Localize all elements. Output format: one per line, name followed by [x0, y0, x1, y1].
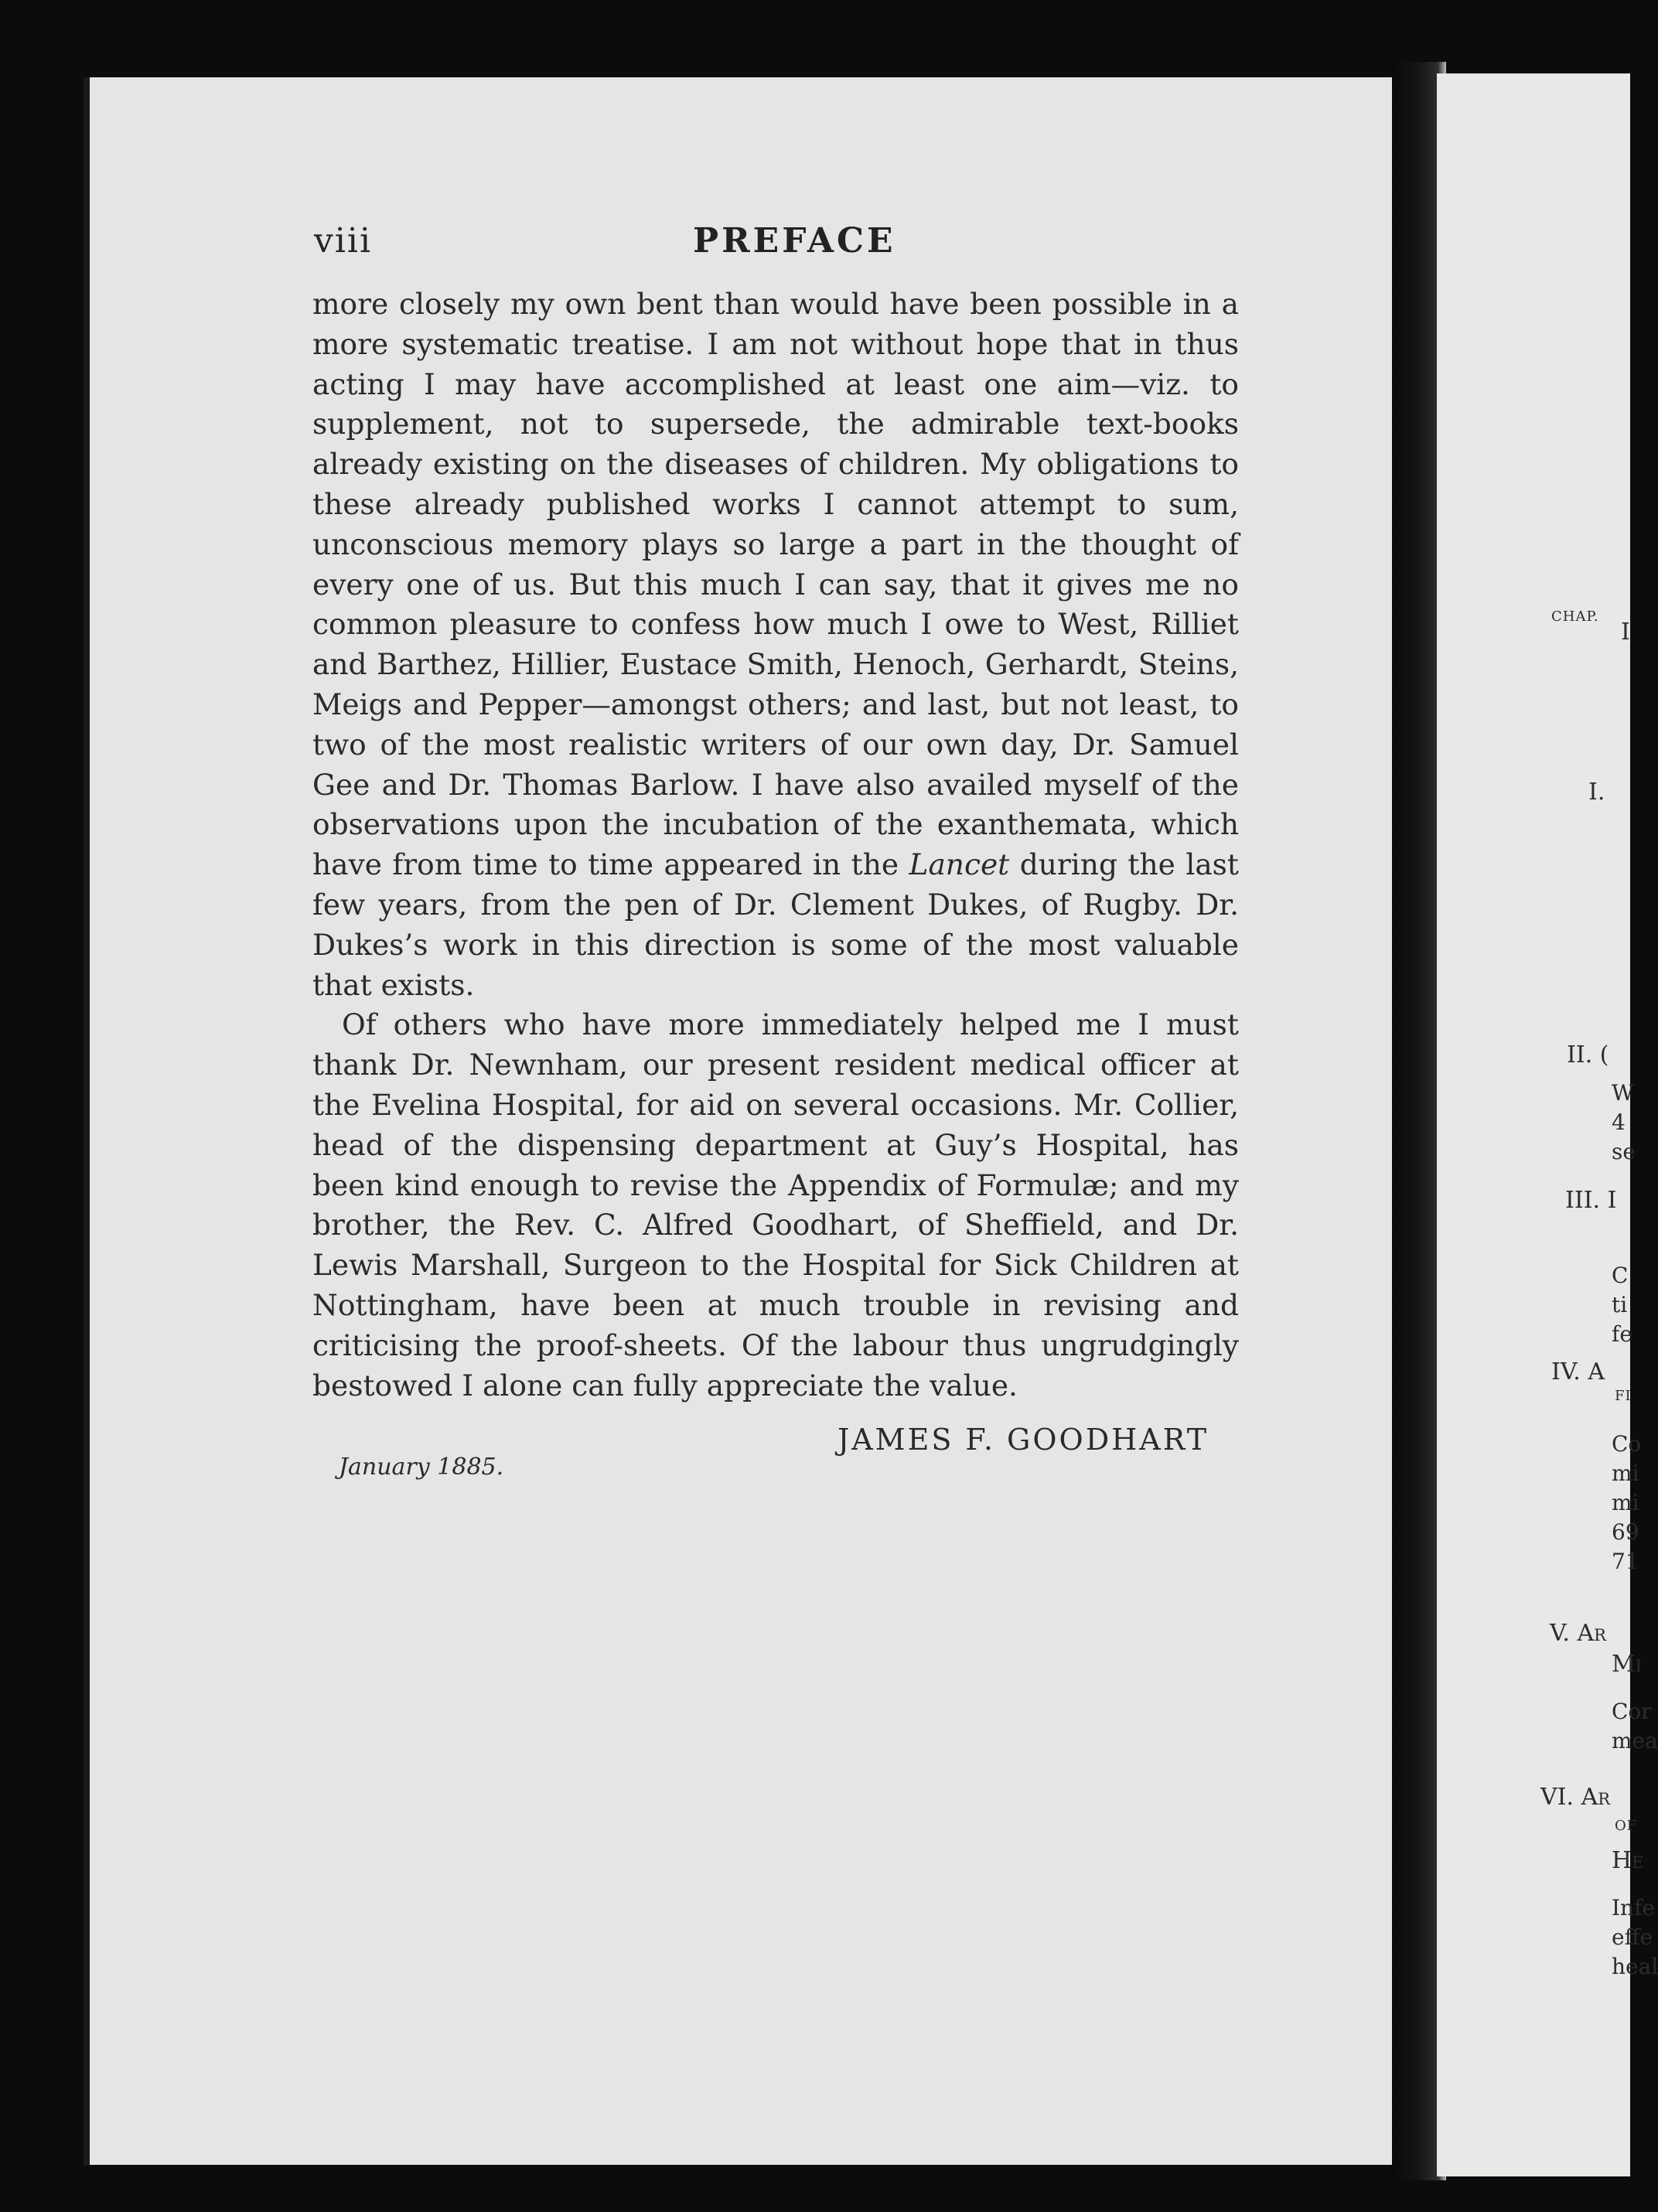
- facing-fragment: se: [1612, 1139, 1636, 1164]
- facing-fragment: OF: [1615, 1818, 1638, 1834]
- facing-fragment: IV. A: [1551, 1358, 1605, 1385]
- facing-fragment: V. Ar: [1550, 1620, 1606, 1647]
- facing-chap-label: CHAP.: [1551, 608, 1599, 625]
- paragraph-2: Of others who have more immediately helped me I must thank Dr. Newnham, our present resident medical officer at the Evelina Hospital, for aid on several occasions. Mr. Collier, head of the dispensing department at Guy’s Hospital, has been kind enough to revise the Appendix of Formulæ; and my brother, the Rev. C. Alfred Goodhart, of Sheffield, and Dr. Lewis Marshall, Surgeon to the Hospital for Sick Children at Nottingham, have been at much trouble in revising and criticising the proof-sheets. Of the labour thus ungrudgingly bestowed I alone can fully appreciate the value.: [312, 1007, 1239, 1403]
- facing-fragment: 69: [1612, 1519, 1639, 1545]
- facing-fragment: mi: [1612, 1460, 1639, 1486]
- facing-fragment: 71: [1612, 1549, 1639, 1574]
- page-number: viii: [314, 221, 373, 261]
- facing-fragment: mi: [1612, 1490, 1639, 1515]
- facing-fragment: III. I: [1565, 1187, 1617, 1214]
- facing-fragment: FI: [1615, 1388, 1632, 1404]
- running-title: PREFACE: [693, 221, 896, 261]
- facing-fragment: Co: [1612, 1431, 1642, 1457]
- facing-fragment: Cor: [1612, 1699, 1652, 1724]
- lancet-title: Lancet: [909, 847, 1010, 882]
- facing-fragment: Mi: [1612, 1651, 1643, 1678]
- facing-fragment: W: [1612, 1080, 1634, 1106]
- facing-fragment: effe: [1612, 1924, 1653, 1950]
- facing-fragment: mea: [1612, 1728, 1658, 1754]
- facing-fragment: fe: [1612, 1321, 1632, 1347]
- preface-body: [312, 285, 1239, 1406]
- paragraph-1-start: more closely my own bent than would have been possible in a more systematic treatise. I am not without hope that in thus acting I may have accomplished at least one aim—viz. to supplement, not to supersede, the admirable text-books already existing on the diseases of children. My obligations to these already published works I cannot attempt to sum, unconscious memory plays so large a part in the thought of every one of us. But this much I can say, that it gives me no common pleasure to confess how much I owe to West, Rilliet and Barthez, Hillier, Eustace Smith, Henoch, Gerhardt, Steins, Meigs and Pepper—amongst others; and last, but not least, to two of the most realistic writers of our own day, Dr. Samuel Gee and Dr. Thomas Barlow. I have also availed myself of the observations upon the incubation of the exanthemata, which have from time to time appeared in the: [312, 287, 1239, 882]
- facing-fragment: II. (: [1567, 1041, 1609, 1069]
- facing-fragment: C: [1612, 1263, 1629, 1288]
- facing-fragment: ti: [1612, 1292, 1628, 1317]
- facing-fragment: He: [1612, 1847, 1644, 1874]
- facing-fragment: heal: [1612, 1954, 1658, 1979]
- author-signature: JAMES F. GOODHART: [838, 1423, 1209, 1457]
- facing-fragment: I.: [1588, 779, 1605, 806]
- facing-fragment: Infe: [1612, 1895, 1656, 1921]
- facing-fragment: 4: [1612, 1109, 1626, 1135]
- paragraph-1: [312, 285, 1239, 1005]
- paragraph-1-end: during the last few years, from the pen of Dr. Clement Dukes, of Rugby. Dr. Dukes’s work in this direction is some of the most valuable that exists.: [312, 847, 1239, 1002]
- facing-fragment: VI. Ar: [1540, 1784, 1611, 1811]
- facing-page: [1437, 73, 1658, 2176]
- preface-date: January 1885.: [339, 1454, 504, 1481]
- facing-fragment: I: [1621, 619, 1630, 646]
